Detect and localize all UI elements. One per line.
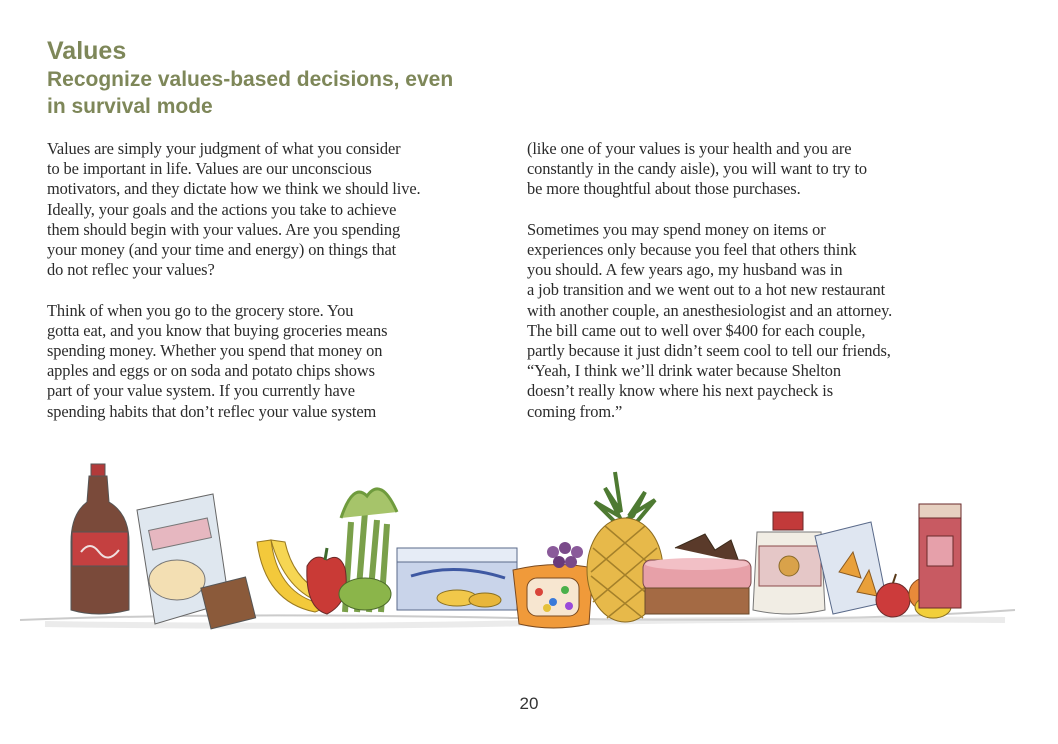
left-column (47, 139, 477, 442)
jar-icon (753, 512, 825, 614)
candy-bag-icon (513, 564, 593, 628)
paragraph: (like one of your values is your health and you are constantly in the candy aisle), you will want to try to be more thoughtful about those purchases. (527, 139, 868, 199)
snack-box-icon (919, 504, 961, 608)
right-column (527, 139, 957, 442)
soda-bottle-icon (71, 464, 129, 614)
page-subtitle: Recognize values-based decisions, even in survival mode (47, 68, 454, 118)
frozen-box-icon (397, 548, 517, 610)
chips-bag-icon (137, 494, 256, 629)
grocery-illustration (15, 452, 1025, 652)
page-title: Values (47, 37, 127, 65)
page-number: 20 (519, 694, 539, 713)
section-heading (47, 36, 467, 120)
paragraph: Values are simply your judgment of what you consider to be important in life. Values are our unconscious motivators, and they dictate how we think we should live. Ideally, your goals and the actions you take to achieve them should begin with your values. Are you spending your money (and your time and energy) on things that do not reflec your values? (47, 139, 421, 280)
paragraph: Think of when you go to the grocery store. You gotta eat, and you know that buying groceries means spending money. Whether you spend that money on apples and eggs or on soda and potato chips shows part of your value system. If you currently have spending habits that don’t reflec your value system (47, 300, 388, 421)
paragraph: Sometimes you may spend money on items or experiences only because you feel that others think you should. A few years ago, my husband was in a job transition and we went out to a hot new restaurant with another couple, an anesthesiologist and an attorney. The bill came out to well over $400 for each couple, partly because it just didn’t seem cool to tell our friends, “Yeah, I think we’ll drink water because Shelton doesn’t really know where his next paycheck is coming from.” (527, 219, 893, 421)
